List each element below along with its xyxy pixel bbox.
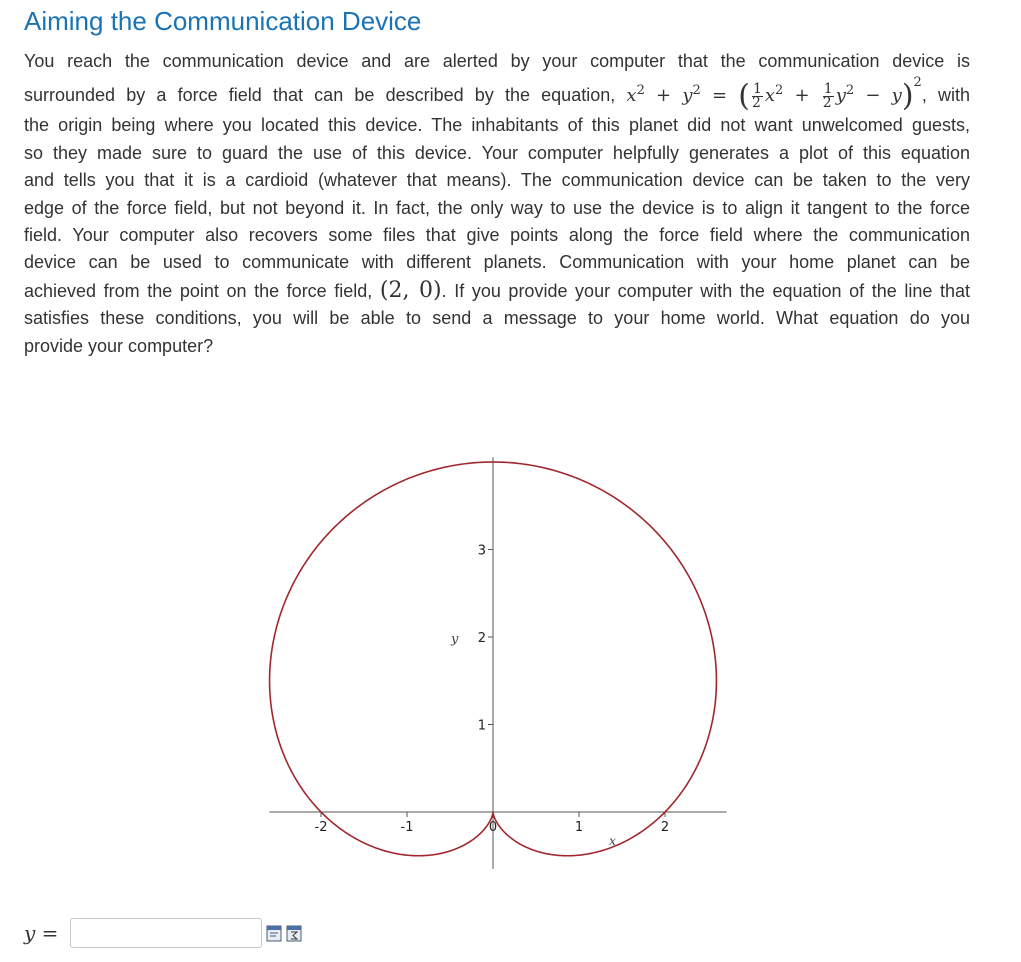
math-symbol: +	[656, 85, 672, 107]
text-line: the origin being where you located this device. The inhabitants of this planet did not want unwelcomed guests,	[24, 115, 970, 136]
math-symbol: 1	[752, 81, 762, 98]
text-line: device can be used to communicate with different planets. Communication with your home planet can be	[24, 252, 970, 273]
math-symbol: x	[626, 85, 637, 107]
math-symbol: 2	[692, 83, 701, 99]
fraction	[823, 83, 834, 110]
text-line: provide your computer?	[24, 335, 214, 356]
text-line: so they made sure to guard the use of this device. Your computer helpfully generates a plot of this equation	[24, 142, 970, 163]
page-title: Aiming the Communication Device	[24, 6, 422, 36]
math-symbol: +	[794, 85, 810, 107]
y-axis-label: y	[451, 632, 459, 647]
answer-input[interactable]	[70, 918, 262, 948]
math-symbol: 2	[751, 95, 761, 112]
equation-line	[24, 75, 970, 112]
math-symbol: 1	[823, 81, 833, 98]
math-symbol: 2	[913, 75, 922, 91]
force-field-equation	[626, 75, 922, 114]
math-symbol: 2	[775, 83, 784, 99]
answer-row	[24, 916, 302, 950]
math-symbol: y	[891, 85, 902, 107]
math-symbol: 2	[636, 83, 645, 99]
fraction	[752, 83, 763, 110]
math-symbol: y	[835, 85, 846, 107]
x-tick-label: -1	[400, 820, 414, 835]
tick-labels	[315, 544, 670, 849]
text-fragment: surrounded by a force field that can be described by the equation,	[24, 85, 616, 106]
problem-text	[24, 48, 970, 360]
y-tick-label: 1	[477, 718, 486, 734]
math-symbol: )	[901, 78, 914, 114]
math-symbol: y	[682, 85, 693, 107]
text-line: satisfies these conditions, you will be able to send a message to your home world. What equation do you	[24, 308, 970, 329]
equation-editor-icon[interactable]	[286, 923, 302, 943]
math-symbol: 2	[845, 83, 855, 99]
math-symbol: =	[711, 85, 728, 107]
math-symbol: (	[738, 78, 750, 114]
y-tick-label: 3	[477, 543, 486, 559]
answer-label: y =	[24, 921, 59, 945]
point-line	[24, 277, 970, 305]
text-fragment: achieved from the point on the force field,	[24, 280, 373, 301]
preview-icon[interactable]	[266, 923, 282, 943]
text-line: field. Your computer also recovers some files that give points along the force field where the communication	[24, 225, 970, 246]
text-line: You reach the communication device and are alerted by your computer that the communication device is	[24, 51, 970, 71]
cardioid-plot	[260, 408, 740, 878]
math-symbol: −	[865, 85, 881, 107]
text-line: and tells you that it is a cardioid (whatever that means). The communication device can be taken to the very	[24, 170, 970, 191]
y-tick-label: 2	[477, 631, 486, 646]
x-tick-label: 0	[488, 820, 498, 835]
x-axis-label: x	[609, 834, 616, 848]
point-value: (2, 0)	[379, 277, 442, 303]
text-line: edge of the force field, but not beyond it. In fact, the only way to use the device is to align it tangent to the force	[24, 197, 970, 218]
x-tick-label: 2	[660, 820, 670, 835]
x-tick-label: -2	[314, 820, 328, 835]
math-symbol: x	[764, 85, 776, 107]
text-fragment: , with	[921, 85, 970, 106]
math-symbol: 2	[822, 95, 832, 112]
text-fragment: . If you provide your computer with the equation of the line that	[441, 280, 970, 301]
axes	[269, 457, 726, 869]
x-tick-label: 1	[574, 820, 584, 835]
